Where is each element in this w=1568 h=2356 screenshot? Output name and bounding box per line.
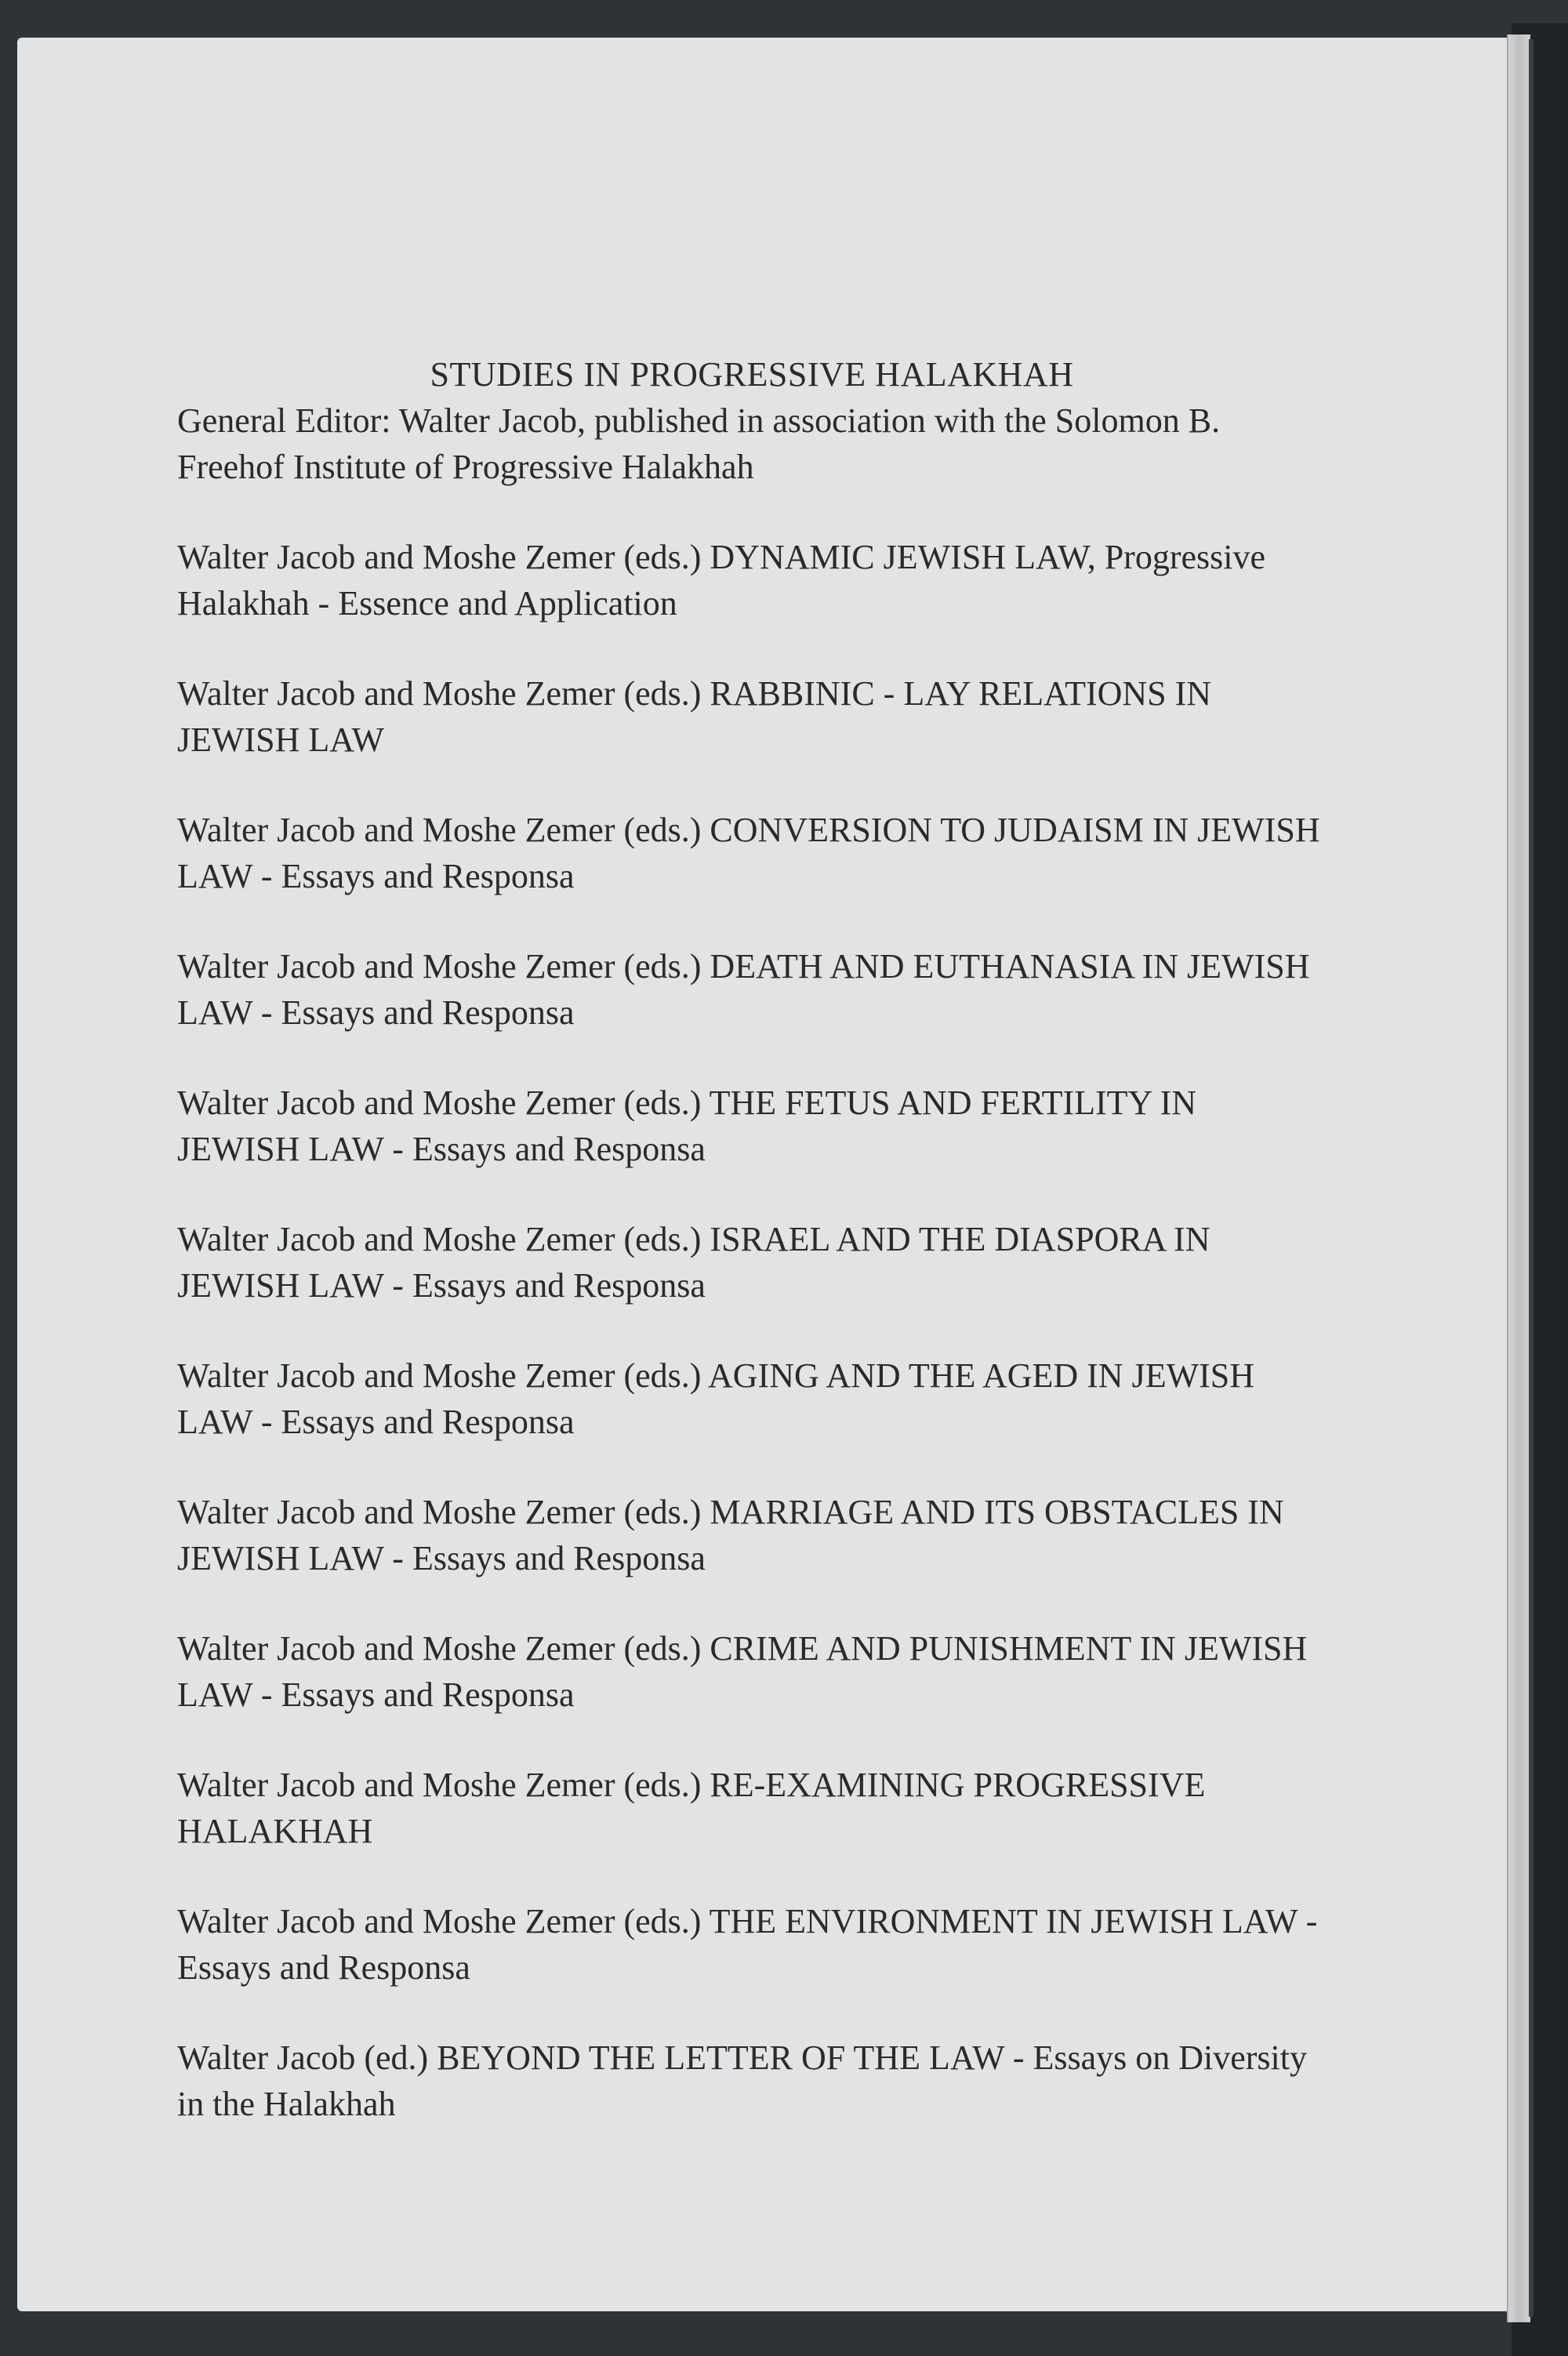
series-entry: Walter Jacob and Moshe Zemer (eds.) RABBINIC - LAY RELATIONS IN JEWISH LAW	[177, 674, 1212, 759]
series-entry: Walter Jacob and Moshe Zemer (eds.) CRIME AND PUNISHMENT IN JEWISH LAW - Essays and Responsa	[177, 1629, 1308, 1714]
series-entry: Walter Jacob and Moshe Zemer (eds.) DEATH AND EUTHANASIA IN JEWISH LAW - Essays and Responsa	[177, 947, 1310, 1032]
series-entry: Walter Jacob and Moshe Zemer (eds.) CONVERSION TO JUDAISM IN JEWISH LAW - Essays and Responsa	[177, 811, 1320, 895]
series-entry: Walter Jacob and Moshe Zemer (eds.) DYNAMIC JEWISH LAW, Progressive Halakhah - Essence and Application	[177, 538, 1265, 623]
series-entry: Walter Jacob and Moshe Zemer (eds.) THE FETUS AND FERTILITY IN JEWISH LAW - Essays and Responsa	[177, 1084, 1197, 1168]
gutter-shadow	[1529, 39, 1534, 2317]
series-entry: Walter Jacob and Moshe Zemer (eds.) AGING AND THE AGED IN JEWISH LAW - Essays and Responsa	[177, 1356, 1255, 1441]
series-entry: Walter Jacob and Moshe Zemer (eds.) THE ENVIRONMENT IN JEWISH LAW - Essays and Responsa	[177, 1902, 1318, 1987]
series-editor-line: General Editor: Walter Jacob, published in association with the Solomon B. Freehof Institute of Progressive Halakhah	[177, 401, 1221, 486]
series-title: STUDIES IN PROGRESSIVE HALAKHAH	[430, 355, 1074, 394]
series-entry: Walter Jacob and Moshe Zemer (eds.) MARRIAGE AND ITS OBSTACLES IN JEWISH LAW - Essays and Responsa	[177, 1493, 1284, 1577]
page-gutter	[1507, 34, 1530, 2322]
series-entry: Walter Jacob and Moshe Zemer (eds.) ISRAEL AND THE DIASPORA IN JEWISH LAW - Essays and Responsa	[177, 1220, 1210, 1305]
series-entry: Walter Jacob (ed.) BEYOND THE LETTER OF THE LAW - Essays on Diversity in the Halakhah	[177, 2038, 1307, 2123]
series-listing	[177, 351, 1327, 2127]
series-entry: Walter Jacob and Moshe Zemer (eds.) RE-EXAMINING PROGRESSIVE HALAKHAH	[177, 1766, 1206, 1850]
